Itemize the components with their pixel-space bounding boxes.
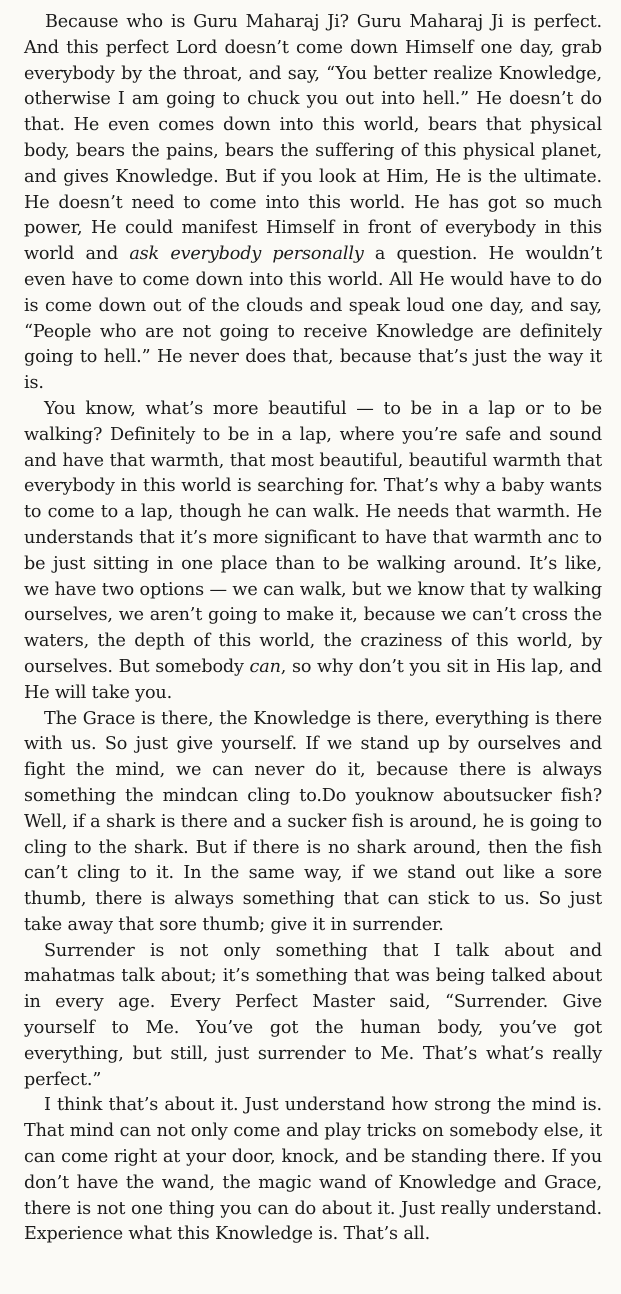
paragraph-2 — [24, 397, 602, 707]
article-body — [24, 10, 602, 1248]
paragraph-1-italic-phrase: ask everybody personally — [129, 244, 364, 265]
paragraph-2-text-1: You know, what’s more beautiful — to be in a lap or to be walking? Definitely to be in a lap, where you’re safe and sound and have that warmth, that most beautiful, beautiful warmth that everybody in this world is searching for. That’s why a baby wants to come to a lap, though he can walk. He needs that warmth. He understands that it’s more significant to have that warmth anc to be just sitting in one place than to be walking around. It’s like, we have two options — we can walk, but we know that ty walking ourselves, we aren’t going to make it, because we can’t cross the waters, the depth of this world, the craziness of this world, by ourselves. But somebody — [24, 398, 602, 677]
paragraph-1-text-2: a question. He wouldn’t even have to come down into this world. All He would have to do is come down out of the clouds and speak loud one day, and say, “People who are not going to receive Knowledge are definitely going to hell.” He never does that, because that’s just the way it is. — [24, 244, 602, 394]
paragraph-4-text: Surrender is not only something that I talk about and mahatmas talk about; it’s something that was being talked about in every age. Every Perfect Master said, “Surrender. Give yourself to Me. You’ve got the human body, you’ve got everything, but still, just surrender to Me. That’s what’s really perfect.” — [24, 940, 602, 1090]
paragraph-4 — [24, 939, 602, 1094]
paragraph-3-text: The Grace is there, the Knowledge is there, everything is there with us. So just give yourself. If we stand up by ourselves and fight the mind, we can never do it, because there is always something the mindcan cling to.Do youknow aboutsucker fish? Well, if a shark is there and a sucker fish is around, he is going to cling to the shark. But if there is no shark around, then the fish can’t cling to it. In the same way, if we stand out like a sore thumb, there is always something that can stick to us. So just take away that sore thumb; give it in surrender. — [24, 708, 602, 935]
paragraph-5-text: I think that’s about it. Just understand how strong the mind is. That mind can not only come and play tricks on somebody else, it can come right at your door, knock, and be standing there. If you don’t have the wand, the magic wand of Knowledge and Grace, there is not one thing you can do about it. Just really understand. Experience what this Knowledge is. That’s all. — [24, 1095, 602, 1245]
paragraph-5 — [24, 1093, 602, 1248]
paragraph-1-text-1: Because who is Guru Maharaj Ji? Guru Maharaj Ji is perfect. And this perfect Lord doesn’t come down Himself one day, grab everybody by the throat, and say, “You better realize Knowledge, otherwise I am going to chuck you out into hell.” He doesn’t do that. He even comes down into this world, bears that physical body, bears the pains, bears the suffering of this physical planet, and gives Knowledge. But if you look at Him, He is the ultimate. He doesn’t need to come into this world. He has got so much power, He could manifest Himself in front of everybody in this world and — [24, 12, 602, 265]
paragraph-2-text-2: , so why don’t you sit in His lap, and He will take you. — [24, 656, 603, 703]
paragraph-3 — [24, 707, 602, 939]
paragraph-1 — [24, 10, 602, 397]
paragraph-2-italic-word: can — [249, 656, 281, 677]
